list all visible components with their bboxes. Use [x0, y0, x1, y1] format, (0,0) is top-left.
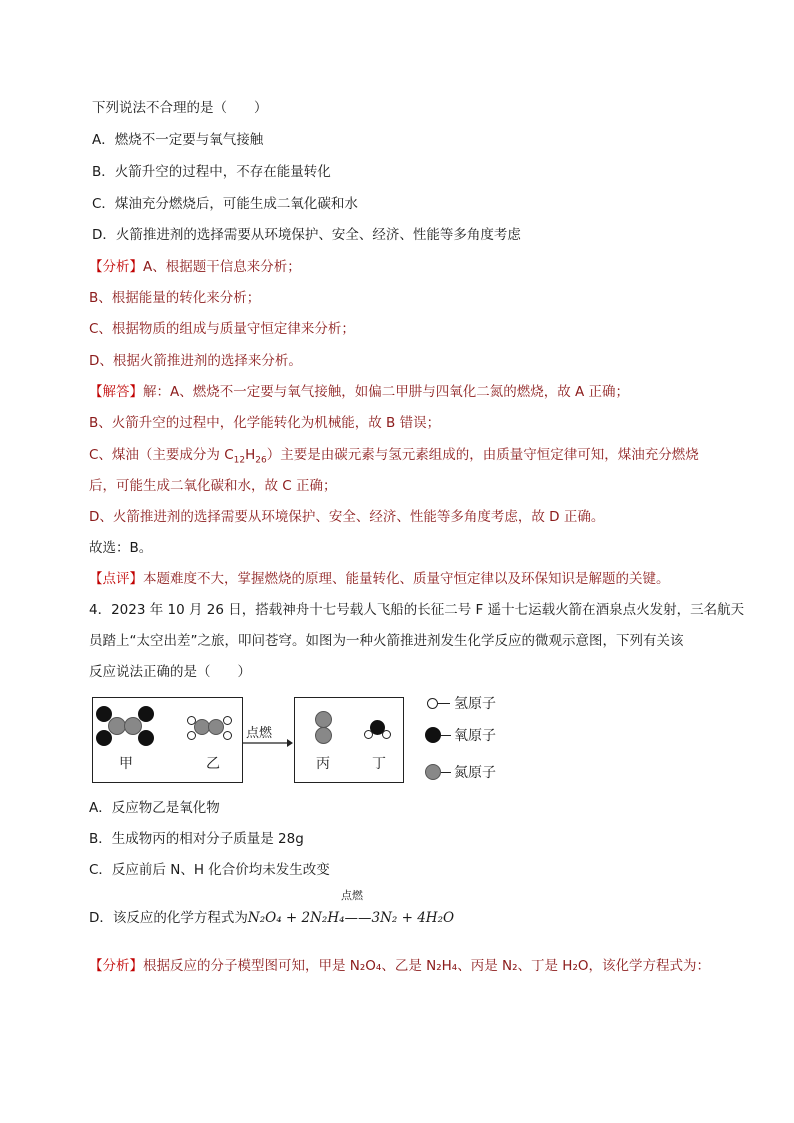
equation-condition: 点燃 [341, 889, 363, 902]
q4-analysis-text: 根据反应的分子模型图可知，甲是 N₂O₄、乙是 N₂H₄、丙是 N₂、丁是 H₂O，该化学方程式为： [143, 958, 710, 974]
reactants-box [92, 697, 243, 783]
q3-option-a[interactable]: A．燃烧不一定要与氧气接触 [92, 132, 264, 148]
q3-answer-line [89, 382, 629, 402]
nitrogen-atom [315, 711, 332, 728]
analysis-tag: 【分析】 [89, 259, 143, 275]
option-d-prefix: D．该反应的化学方程式为 [89, 910, 248, 926]
q3-analysis-line [89, 257, 301, 277]
hydrogen-atom [187, 731, 196, 740]
q3-answer-d: D、火箭推进剂的选择需要从环境保护、安全、经济、性能等多角度考虑，故 D 正确。 [89, 509, 605, 525]
q3-option-c[interactable]: C．煤油充分燃烧后，可能生成二氧化碳和水 [92, 196, 358, 212]
label-jia: 甲 [119, 756, 133, 772]
q4-option-b[interactable]: B．生成物丙的相对分子质量是 28g [89, 831, 304, 847]
legend-nitrogen: 氮原子 [454, 765, 496, 781]
answer-c-sub1: 12 [233, 455, 246, 466]
q4-analysis-line [89, 956, 710, 976]
nitrogen-atom [315, 727, 332, 744]
q3-option-b[interactable]: B．火箭升空的过程中，不存在能量转化 [92, 164, 331, 180]
q3-answer-c-line2: 后，可能生成二氧化碳和水，故 C 正确； [89, 478, 337, 494]
legend-line [441, 735, 451, 736]
q3-answer-b: B、火箭升空的过程中，化学能转化为机械能，故 B 错误； [89, 415, 441, 431]
legend-oxygen: 氧原子 [454, 728, 496, 744]
oxygen-atom [138, 706, 154, 722]
review-tag: 【点评】 [89, 571, 143, 587]
q4-analysis-tag: 【分析】 [89, 958, 143, 974]
equation-left: N₂O₄ + 2N₂H₄ [247, 910, 345, 926]
nitrogen-atom [208, 719, 224, 735]
q4-stem-line3: 反应说法正确的是（ ） [89, 664, 251, 680]
hydrogen-atom [223, 716, 232, 725]
q3-answer-c-line1 [89, 445, 699, 471]
answer-c-pre: C、煤油（主要成分为 C [89, 447, 234, 463]
answer-a: 解：A、燃烧不一定要与氧气接触，如偏二甲肼与四氧化二氮的燃烧，故 A 正确； [143, 384, 630, 400]
oxygen-legend-icon [425, 727, 441, 743]
label-ding: 丁 [372, 756, 386, 772]
oxygen-atom [96, 706, 112, 722]
products-box [294, 697, 404, 783]
legend-hydrogen: 氢原子 [454, 696, 496, 712]
q3-stem: 下列说法不合理的是（ ） [92, 100, 268, 116]
analysis-text: A、根据题干信息来分析； [143, 259, 301, 275]
hydrogen-atom [364, 730, 373, 739]
hydrogen-atom [382, 730, 391, 739]
q3-analysis-c: C、根据物质的组成与质量守恒定律来分析； [89, 321, 355, 337]
oxygen-atom [96, 730, 112, 746]
answer-c-mid: H [245, 447, 256, 463]
label-bing: 丙 [316, 756, 330, 772]
equation-dash: —— [344, 910, 372, 926]
legend-line [441, 772, 451, 773]
q3-analysis-b: B、根据能量的转化来分析； [89, 290, 261, 306]
hydrogen-legend-icon [427, 698, 438, 709]
reaction-arrow-icon [243, 738, 293, 748]
answer-c-sub2: 26 [255, 455, 267, 466]
oxygen-atom [138, 730, 154, 746]
q4-option-d[interactable] [89, 908, 454, 928]
q4-stem-line1: 4．2023 年 10 月 26 日，搭载神舟十七号载人飞船的长征二号 F 遥十七运载火箭在酒泉点火发射，三名航天 [89, 602, 745, 618]
equation-right: 3N₂ + 4H₂O [371, 910, 455, 926]
q3-analysis-d: D、根据火箭推进剂的选择来分析。 [89, 353, 302, 369]
arrow-label: 点燃 [246, 726, 273, 741]
label-yi: 乙 [206, 756, 220, 772]
review-text: 本题难度不大，掌握燃烧的原理、能量转化、质量守恒定律以及环保知识是解题的关键。 [143, 571, 670, 587]
q3-review-line [89, 569, 670, 589]
q3-choice: 故选：B。 [89, 540, 153, 556]
q4-stem-line2: 员踏上“太空出差”之旅，叩问苍穹。如图为一种火箭推进剂发生化学反应的微观示意图，下列有关该 [89, 633, 684, 649]
q4-option-a[interactable]: A．反应物乙是氧化物 [89, 800, 220, 816]
answer-tag: 【解答】 [89, 384, 143, 400]
q4-option-c[interactable]: C．反应前后 N、H 化合价均未发生改变 [89, 862, 330, 878]
q3-option-d[interactable]: D．火箭推进剂的选择需要从环境保护、安全、经济、性能等多角度考虑 [92, 227, 521, 243]
legend-line [438, 703, 450, 704]
hydrogen-atom [223, 731, 232, 740]
nitrogen-legend-icon [425, 764, 441, 780]
answer-c-post: ）主要是由碳元素与氢元素组成的，由质量守恒定律可知，煤油充分燃烧 [266, 447, 699, 463]
